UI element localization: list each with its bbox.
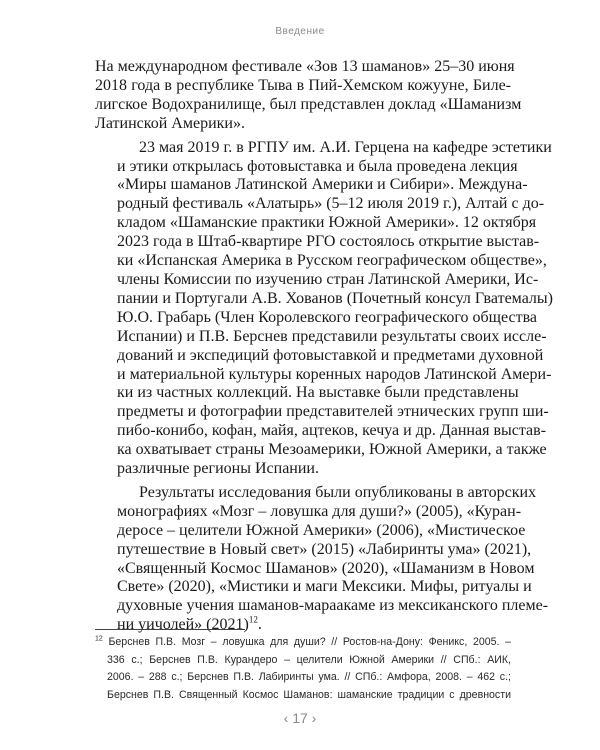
- text-line: кладом «Шаманские практики Южной Америки». 12 октября: [117, 214, 537, 232]
- text-line: 23 мая 2019 г. в РГПУ им. А.И. Герцена на кафедре эстетики: [139, 138, 552, 156]
- running-head: Введение: [275, 26, 325, 37]
- text-line: «Миры шаманов Латинской Америки и Сибири». Междуна-: [117, 176, 528, 194]
- text-line: и этики открылась фотовыставка и была проведена лекция: [117, 157, 518, 175]
- text-line: родный фестиваль «Алатырь» (5–12 июля 2019 г.), Алтай с до-: [117, 195, 545, 213]
- text-line: [95, 616, 511, 635]
- text-line: лигское Водохранилище, был представлен доклад «Шаманизм: [95, 95, 522, 113]
- footnote-number: 12: [95, 635, 103, 643]
- footnote-line: [95, 634, 511, 652]
- text-line: духовные учения шаманов-мараакаме из мексиканского племе-: [117, 597, 549, 615]
- text-line: ки «Испанская Америка в Русском географическом обществе»,: [117, 252, 547, 270]
- text-line: ки из частных коллекций. На выставке были представлены: [117, 384, 519, 402]
- footnote-text: Берснев П.В. Мозг – ловушка для души? // Ростов-на-Дону: Феникс, 2005. –: [108, 636, 511, 648]
- sentence-period: .: [257, 616, 262, 634]
- text-line: и материальной культуры коренных народов Латинской Амери-: [117, 365, 552, 383]
- text-line: 2018 года в республике Тыва в Пий-Хемском кожууне, Биле-: [95, 76, 511, 94]
- text-line: деросе – целители Южной Америки» (2006), «Мистическое: [117, 521, 526, 539]
- text-line-content: ни уичолей» (2021): [117, 616, 249, 634]
- paragraph-2: [95, 138, 553, 479]
- footnote-line: 336 с.; Берснев П.В. Курандеро – целители Южной Америки // СПб.: АИК,: [107, 653, 511, 666]
- text-line: различные регионы Испании.: [117, 460, 319, 478]
- text-line: дований и экспедиций фотовыставкой и предметами духовной: [117, 346, 544, 364]
- footnote-reference[interactable]: 12: [248, 614, 258, 625]
- text-line: члены Комиссии по изучению стран Латинской Америки, Ис-: [117, 270, 539, 288]
- text-line: монографиях «Мозг – ловушка для души?» (2005), «Куран-: [117, 502, 522, 520]
- paragraph-3: [95, 483, 549, 635]
- text-line: Ю.О. Грабарь (Член Королевского географического общества: [117, 308, 538, 326]
- text-line: Результаты исследования были опубликованы в авторских: [139, 483, 537, 501]
- text-line: путешествие в Новый свет» (2015) «Лабиринты ума» (2021),: [117, 540, 532, 558]
- text-line: ка охватывает страны Мезоамерики, Южной Америки, а также: [117, 441, 547, 459]
- footnote-line: 2006. – 288 с.; Берснев П.В. Лабиринты ума. // СПб.: Амфора, 2008. – 462 с.;: [107, 671, 511, 683]
- text-line: предметы и фотографии представителей этнических групп ши-: [117, 403, 549, 421]
- text-line: Свете» (2020), «Мистики и маги Мексики. Мифы, ритуалы и: [117, 578, 532, 596]
- paragraph-1: [95, 58, 522, 134]
- text-line: пании и Португали А.В. Хованов (Почетный консул Гватемалы): [117, 289, 553, 307]
- text-line: пибо-конибо, кофан, майя, ацтеков, кечуа и др. Данная выстав-: [117, 422, 547, 440]
- text-line: Латинской Америки».: [95, 114, 245, 132]
- text-line: «Священный Космос Шаманов» (2020), «Шаманизм в Новом: [117, 559, 535, 577]
- footnote-divider: [95, 629, 245, 630]
- footnote-line: Берснев П.В. Священный Космос Шаманов: шаманские традиции с древности: [107, 688, 511, 701]
- footnote: [95, 634, 511, 704]
- page-number: ‹ 17 ›: [283, 710, 317, 726]
- text-line: На международном фестивале «Зов 13 шаманов» 25–30 июня: [95, 58, 515, 75]
- text-line: Испании) и П.В. Берснев представили результаты своих иссле-: [117, 327, 547, 345]
- text-line: 2023 года в Штаб-квартире РГО состоялось открытие выстав-: [117, 233, 540, 251]
